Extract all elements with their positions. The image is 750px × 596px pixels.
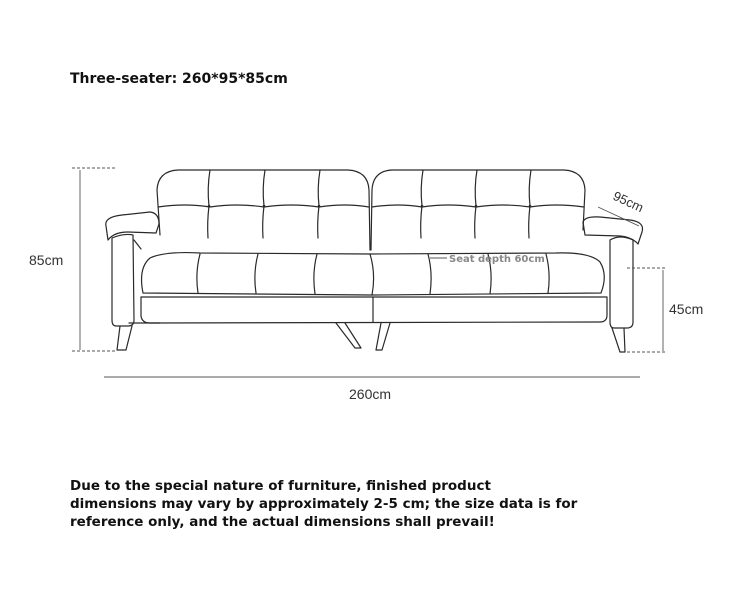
width-label: 260cm (349, 386, 392, 402)
right-backrest (371, 170, 585, 250)
sofa-base (141, 297, 607, 323)
left-front-leg (117, 326, 132, 350)
seat-height-label: 45cm (669, 301, 704, 317)
disclaimer-line: reference only, and the actual dimensions shall prevail! (70, 514, 495, 530)
seat-depth-label: Seat depth 60cm (449, 254, 545, 265)
right-front-leg (612, 328, 625, 352)
height-label: 85cm (29, 252, 64, 268)
right-center-leg (376, 323, 390, 350)
diagram-title: Three-seater: 260*95*85cm (70, 71, 288, 87)
seat-split (370, 254, 374, 295)
depth-label: 95cm (610, 188, 646, 216)
disclaimer-line: dimensions may vary by approximately 2-5 cm; the size data is for (70, 496, 578, 512)
disclaimer-note (70, 477, 590, 531)
left-arm (106, 212, 159, 240)
disclaimer-line: Due to the special nature of furniture, finished product (70, 478, 491, 494)
sofa-outline (106, 170, 643, 352)
left-center-leg (336, 323, 361, 348)
